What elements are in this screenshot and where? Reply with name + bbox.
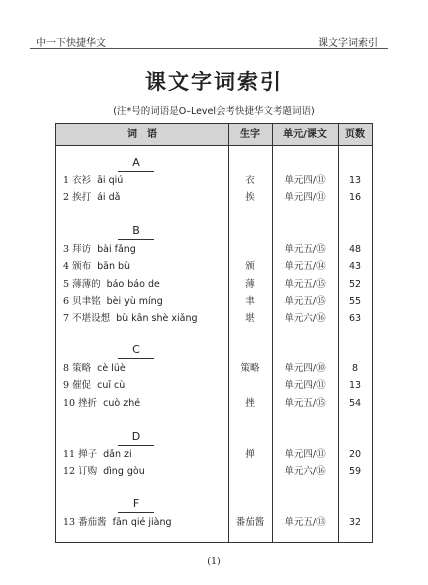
page-cell: 63 <box>348 313 362 325</box>
table-row <box>56 361 372 377</box>
table-row <box>56 464 372 480</box>
char-cell: 衣 <box>245 175 255 186</box>
unit-cell: 单元五/⑮ <box>284 397 326 409</box>
word-cell <box>63 361 126 377</box>
entry-hanzi: 衣衫 <box>72 175 92 186</box>
section-letter: B <box>118 224 154 238</box>
unit-cell: 单元五/⑮ <box>284 278 326 290</box>
word-cell <box>63 242 136 258</box>
table-row <box>56 447 372 463</box>
page-cell: 43 <box>348 261 362 273</box>
section-underline <box>118 445 154 446</box>
entry-number: 2 <box>63 192 70 204</box>
header-section-title: 课文字词索引 <box>318 38 378 49</box>
page-cell: 54 <box>348 397 362 409</box>
entry-hanzi: 拜访 <box>72 244 92 255</box>
unit-cell: 单元四/⑪ <box>284 175 326 186</box>
page-number: (1) <box>207 556 221 567</box>
entry-pinyin: ái dǎ <box>97 192 121 204</box>
entry-hanzi: 挨打 <box>72 192 92 204</box>
entry-pinyin: bài fǎng <box>97 244 136 255</box>
page-cell: 20 <box>348 449 362 460</box>
section-underline <box>118 512 154 513</box>
word-cell <box>63 311 198 327</box>
page-cell: 32 <box>348 517 362 528</box>
col-page-header: 页数 <box>345 129 365 140</box>
word-cell <box>63 378 125 394</box>
entry-pinyin: cè lüè <box>97 363 126 374</box>
word-cell <box>63 464 145 480</box>
table-row <box>56 277 372 293</box>
entry-number: 11 <box>63 449 76 460</box>
entry-pinyin: cuò zhé <box>103 397 141 409</box>
index-table <box>55 123 373 543</box>
unit-cell: 单元五/⑭ <box>284 261 326 273</box>
page-cell: 48 <box>348 244 362 255</box>
entry-pinyin: cuī cù <box>97 380 126 392</box>
section-underline <box>118 358 154 359</box>
table-row <box>56 311 372 327</box>
char-cell: 挫 <box>245 397 255 409</box>
entry-number: 7 <box>63 313 70 325</box>
entry-pinyin: dìng gòu <box>103 466 145 478</box>
section-letter: A <box>118 156 154 170</box>
word-cell <box>63 396 140 412</box>
table-row <box>56 242 372 258</box>
table-row <box>56 173 372 189</box>
entry-number: 5 <box>63 278 70 290</box>
entry-number: 10 <box>63 397 76 409</box>
table-header <box>56 124 372 146</box>
entry-number: 13 <box>63 517 76 528</box>
entry-pinyin: āi qiú <box>97 175 124 186</box>
word-cell <box>63 515 172 531</box>
char-cell: 策略 <box>240 363 260 374</box>
entry-hanzi: 订购 <box>78 466 98 478</box>
word-cell <box>63 294 163 310</box>
entry-pinyin: dǎn zi <box>103 449 132 460</box>
table-row <box>56 515 372 531</box>
word-cell <box>63 190 120 206</box>
page-cell: 52 <box>348 278 362 290</box>
entry-hanzi: 挫折 <box>78 397 98 409</box>
entry-hanzi: 催促 <box>72 380 92 392</box>
word-cell <box>63 173 123 189</box>
table-row <box>56 294 372 310</box>
section-letter: C <box>118 343 154 357</box>
entry-number: 6 <box>63 295 70 307</box>
unit-cell: 单元六/⑯ <box>284 313 326 325</box>
section-letter: F <box>118 497 154 511</box>
entry-hanzi: 番茄酱 <box>78 517 107 528</box>
table-row <box>56 396 372 412</box>
entry-pinyin: bān bù <box>97 261 131 273</box>
header-rule <box>30 48 388 49</box>
entry-number: 4 <box>63 261 70 273</box>
table-row <box>56 259 372 275</box>
char-cell: 薄 <box>245 278 255 290</box>
section-underline <box>118 239 154 240</box>
entry-pinyin: bèi yù míng <box>106 295 163 307</box>
entry-number: 1 <box>63 175 70 186</box>
word-cell <box>63 277 160 293</box>
unit-cell: 单元四/⑩ <box>284 363 326 374</box>
entry-hanzi: 不堪设想 <box>72 313 111 325</box>
page-cell: 13 <box>348 175 362 186</box>
page-header <box>0 0 428 48</box>
unit-cell: 单元六/⑯ <box>284 466 326 478</box>
unit-cell: 单元五/⑬ <box>284 517 326 528</box>
unit-cell: 单元四/⑪ <box>284 192 326 204</box>
unit-cell: 单元五/⑮ <box>284 295 326 307</box>
char-cell: 掸 <box>245 449 255 460</box>
char-cell: 挨 <box>245 192 255 204</box>
char-cell: 颁 <box>245 261 255 273</box>
page-cell: 55 <box>348 295 362 307</box>
col-char-header: 生字 <box>240 129 260 140</box>
table-row <box>56 378 372 394</box>
entry-hanzi: 贝聿铭 <box>72 295 101 307</box>
page-cell: 8 <box>351 363 359 374</box>
entry-number: 9 <box>63 380 70 392</box>
entry-hanzi: 策略 <box>72 363 92 374</box>
page-title: 课文字词索引 <box>145 70 283 94</box>
char-cell: 堪 <box>245 313 255 325</box>
section-letter: D <box>118 430 154 444</box>
note-text: (注*号的词语是O–Level会考快捷华文考题词语) <box>113 106 315 117</box>
header-book-title: 中一下快捷华文 <box>36 38 106 49</box>
char-cell: 番茄酱 <box>235 517 265 528</box>
page-cell: 16 <box>348 192 362 204</box>
unit-cell: 单元五/⑮ <box>284 244 326 255</box>
section-underline <box>118 171 154 172</box>
page-cell: 13 <box>348 380 362 392</box>
unit-cell: 单元四/⑪ <box>284 380 326 392</box>
col-unit-header: 单元/课文 <box>283 129 327 140</box>
entry-number: 3 <box>63 244 70 255</box>
word-cell <box>63 259 130 275</box>
entry-number: 12 <box>63 466 76 478</box>
char-cell: 聿 <box>245 295 255 307</box>
unit-cell: 单元四/⑪ <box>284 449 326 460</box>
table-row <box>56 190 372 206</box>
entry-hanzi: 掸子 <box>78 449 98 460</box>
entry-hanzi: 薄薄的 <box>72 278 101 290</box>
entry-pinyin: báo báo de <box>106 278 160 290</box>
entry-number: 8 <box>63 363 70 374</box>
col-word-header: 词 语 <box>127 129 157 140</box>
entry-pinyin: bù kān shè xiǎng <box>116 313 198 325</box>
entry-pinyin: fān qié jiàng <box>112 517 172 528</box>
page-cell: 59 <box>348 466 362 478</box>
word-cell <box>63 447 132 463</box>
entry-hanzi: 颁布 <box>72 261 92 273</box>
